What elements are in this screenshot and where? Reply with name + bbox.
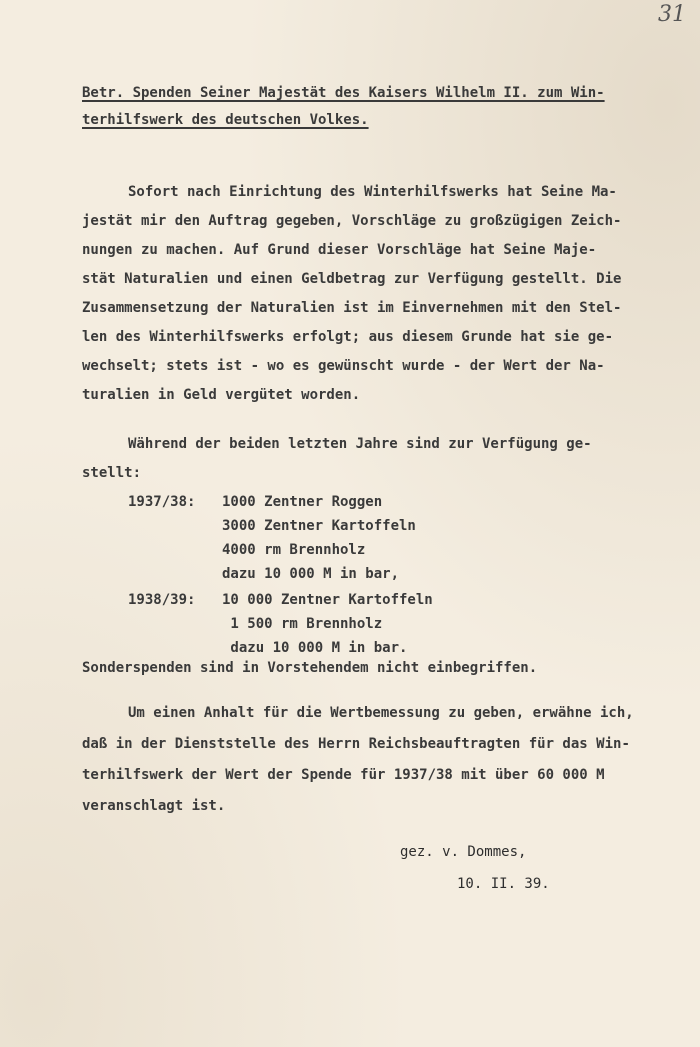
special-donations-note: Sonderspenden sind in Vorstehendem nicht einbegriffen. xyxy=(82,660,538,676)
text-line: veranschlagt ist. xyxy=(82,798,226,814)
paragraph-intro xyxy=(82,178,621,410)
donation-year: 1938/39: xyxy=(128,592,196,608)
text-line: stät Naturalien und einen Geldbetrag zur Verfügung gestellt. Die xyxy=(82,271,622,287)
donation-row xyxy=(128,588,608,660)
donation-item: dazu 10 000 M in bar. xyxy=(222,640,408,656)
donation-item: 10 000 Zentner Kartoffeln xyxy=(222,592,433,608)
text-line: wechselt; stets ist - wo es gewünscht wurde - der Wert der Na- xyxy=(82,358,605,374)
text-line: nungen zu machen. Auf Grund dieser Vorschläge hat Seine Maje- xyxy=(82,242,597,258)
text-line: Um einen Anhalt für die Wertbemessung zu geben, erwähne ich, xyxy=(128,705,634,721)
text-line: terhilfswerk der Wert der Spende für 1937/38 mit über 60 000 M xyxy=(82,767,605,783)
donation-items xyxy=(222,588,433,660)
text-line: Während der beiden letzten Jahre sind zur Verfügung ge- xyxy=(128,436,592,452)
document-title xyxy=(82,80,642,134)
signature-block xyxy=(400,836,550,900)
text-line: len des Winterhilfswerks erfolgt; aus diesem Grunde hat sie ge- xyxy=(82,329,614,345)
title-line: terhilfswerk des deutschen Volkes. xyxy=(82,112,369,128)
signature-date: 10. II. 39. xyxy=(457,876,550,892)
signature-name: gez. v. Dommes, xyxy=(400,844,527,860)
donation-item: dazu 10 000 M in bar, xyxy=(222,566,400,582)
donation-list-1938-39 xyxy=(128,588,608,660)
donation-item: 1 500 rm Brennholz xyxy=(222,616,383,632)
donation-item: 3000 Zentner Kartoffeln xyxy=(222,518,416,534)
donation-item: 1000 Zentner Roggen xyxy=(222,494,383,510)
donation-item: 4000 rm Brennholz xyxy=(222,542,366,558)
text-line: stellt: xyxy=(82,465,142,481)
text-line: turalien in Geld vergütet worden. xyxy=(82,387,361,403)
paragraph-donations-intro xyxy=(82,430,592,488)
donation-year: 1937/38: xyxy=(128,494,196,510)
text-line: daß in der Dienststelle des Herrn Reichsbeauftragten für das Win- xyxy=(82,736,630,752)
paragraph-valuation xyxy=(82,698,634,822)
text-line: Sofort nach Einrichtung des Winterhilfswerks hat Seine Ma- xyxy=(128,184,617,200)
donation-items xyxy=(222,490,416,586)
donation-row xyxy=(128,490,608,586)
text-line: Zusammensetzung der Naturalien ist im Einvernehmen mit den Stel- xyxy=(82,300,622,316)
page-number: 31 xyxy=(658,2,686,27)
text-line: jestät mir den Auftrag gegeben, Vorschläge zu großzügigen Zeich- xyxy=(82,213,622,229)
donation-list-1937-38 xyxy=(128,490,608,586)
title-line: Betr. Spenden Seiner Majestät des Kaisers Wilhelm II. zum Win- xyxy=(82,85,605,101)
